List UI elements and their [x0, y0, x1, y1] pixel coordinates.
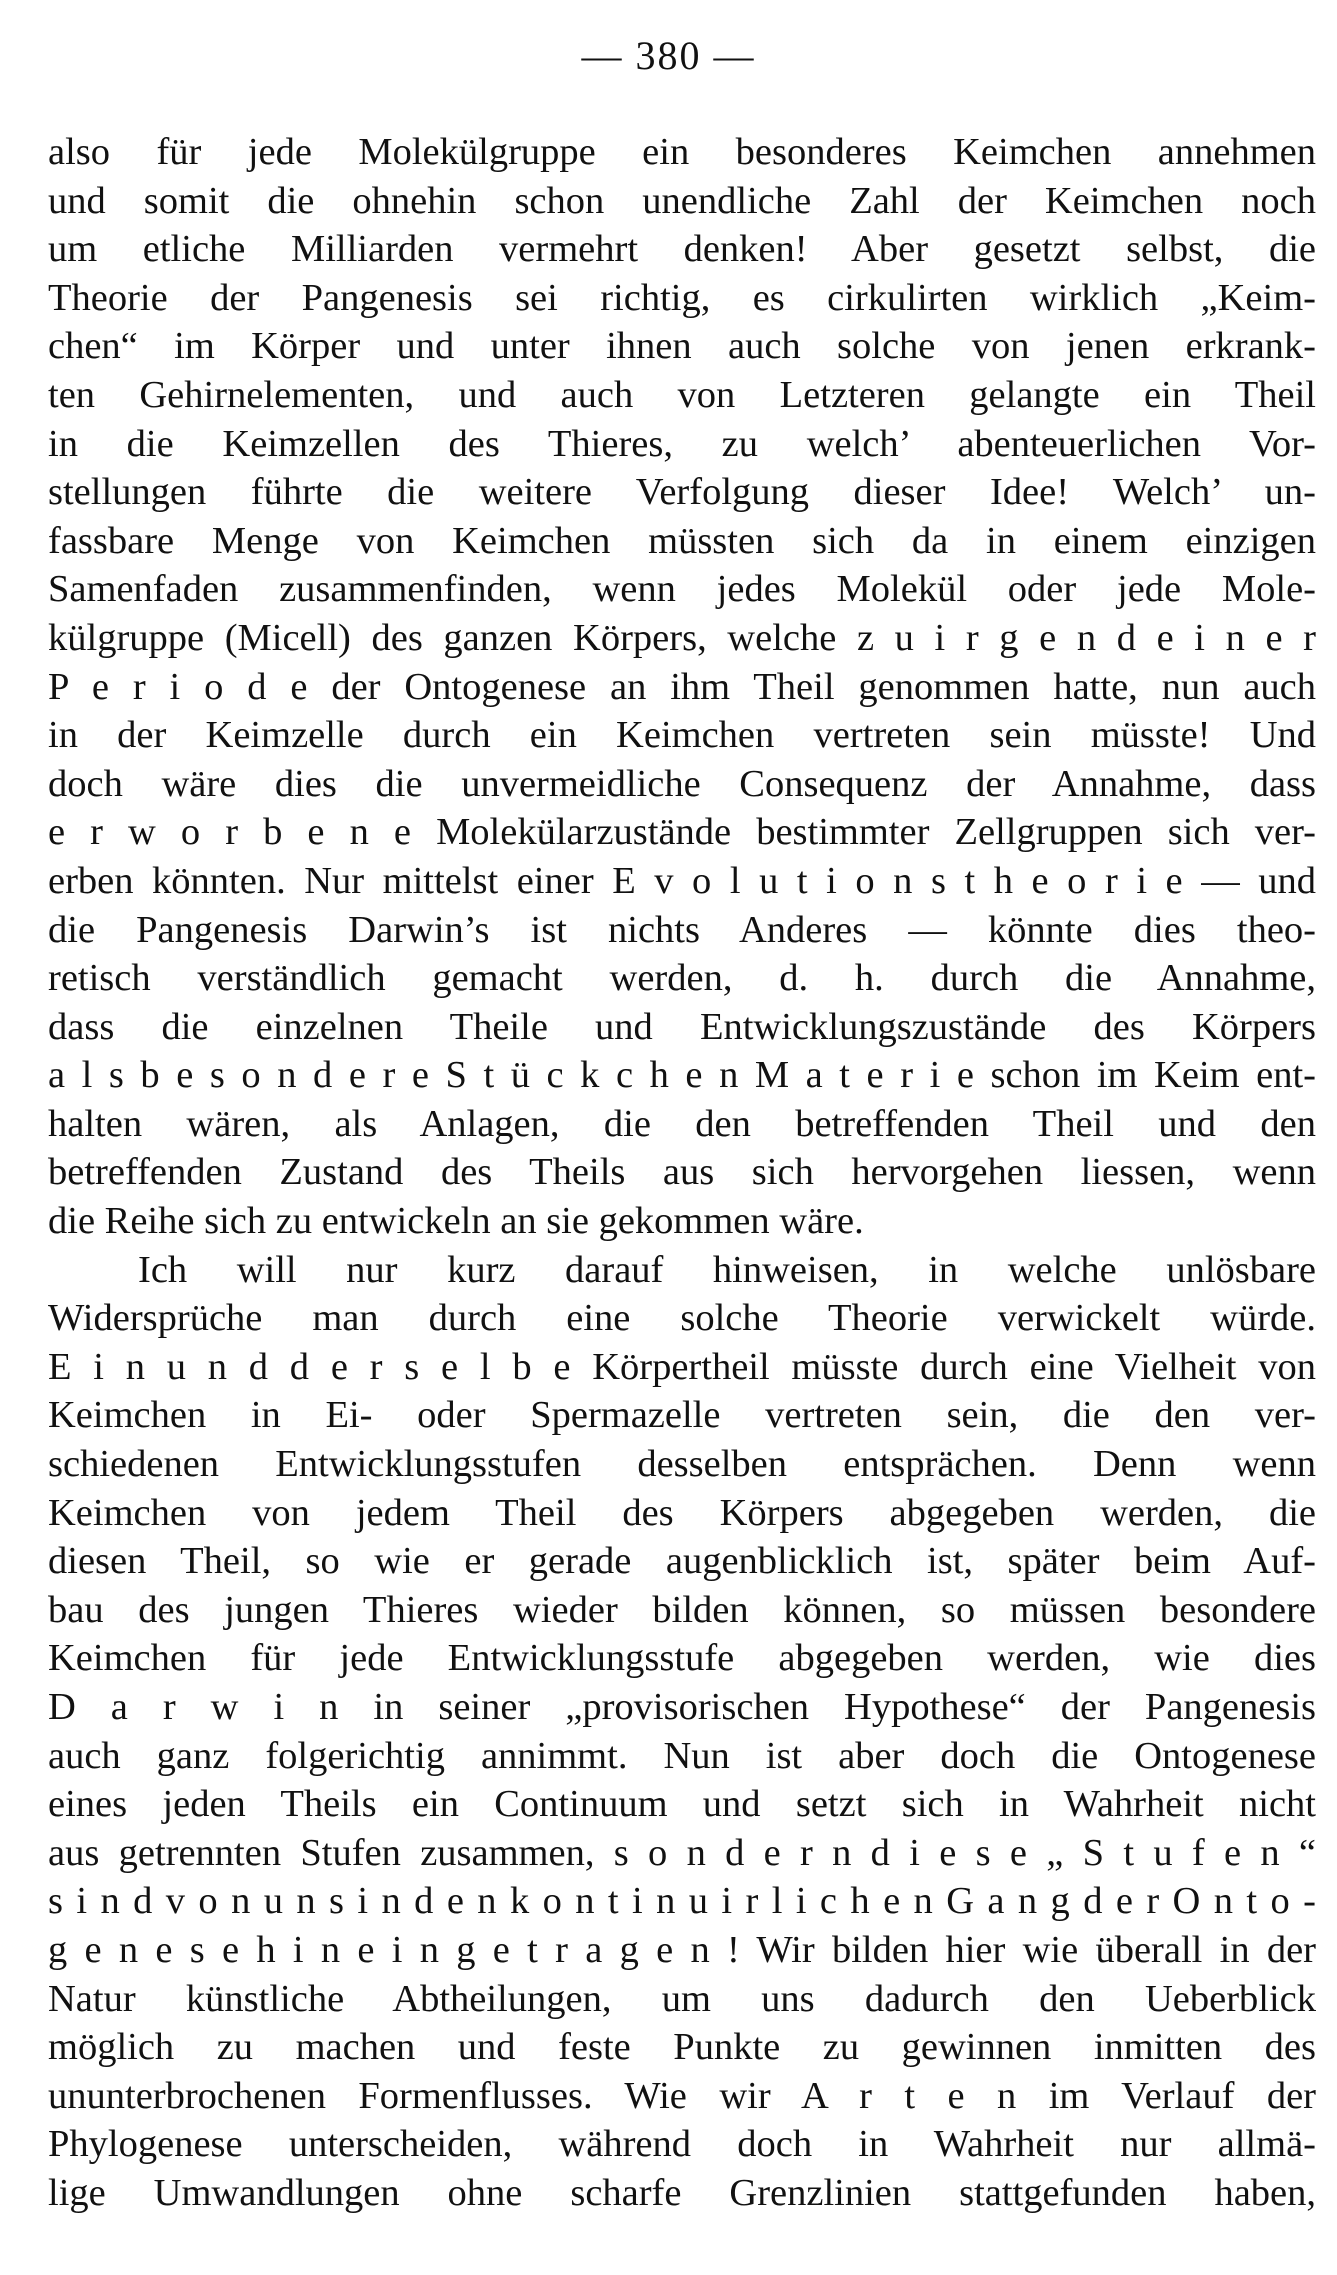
text-line: betreffenden Zustand des Theils aus sich hervorgehen liessen, wenn: [48, 1151, 1316, 1194]
text-line: Keimchen von jedem Theil des Körpers abgegeben werden, die: [48, 1491, 1316, 1534]
text-line: also für jede Molekülgruppe ein besonderes Keimchen annehmen: [48, 131, 1316, 173]
text-line: chen“ im Körper und unter ihnen auch solche von jenen erkrank-: [48, 325, 1316, 368]
text-line: e r w o r b e n e Molekülarzustände bestimmter Zellgruppen sich ver-: [48, 811, 1316, 854]
text-line: halten wären, als Anlagen, die den betreffenden Theil und den: [48, 1102, 1316, 1145]
text-line: schiedenen Entwicklungsstufen desselben entsprächen. Denn wenn: [48, 1443, 1316, 1486]
text-line: stellungen führte die weitere Verfolgung dieser Idee! Welch’ un-: [48, 471, 1316, 514]
text-line: dass die einzelnen Theile und Entwicklungszustände des Körpers: [48, 1005, 1316, 1048]
text-line: Samenfaden zusammenfinden, wenn jedes Molekül oder jede Mole-: [48, 568, 1316, 611]
text-line: E i n u n d d e r s e l b e Körpertheil müsste durch eine Vielheit von: [48, 1345, 1316, 1388]
text-line: und somit die ohnehin schon unendliche Zahl der Keimchen noch: [48, 179, 1316, 222]
page-number: — 380 —: [581, 33, 756, 78]
text-line: ten Gehirnelementen, und auch von Letzteren gelangte ein Theil: [48, 373, 1316, 416]
text-line: lige Umwandlungen ohne scharfe Grenzlinien stattgefunden haben,: [48, 2171, 1316, 2214]
text-line: Phylogenese unterscheiden, während doch in Wahrheit nur allmä-: [48, 2123, 1316, 2166]
text-line: D a r w i n in seiner „provisorischen Hypothese“ der Pangenesis: [48, 1686, 1316, 1728]
body-text: [48, 128, 1316, 2218]
text-line: eines jeden Theils ein Continuum und setzt sich in Wahrheit nicht: [48, 1783, 1316, 1826]
text-line: in der Keimzelle durch ein Keimchen vertreten sein müsste! Und: [48, 714, 1316, 757]
text-line: Theorie der Pangenesis sei richtig, es cirkulirten wirklich „Keim-: [48, 276, 1316, 319]
text-line: Natur künstliche Abtheilungen, um uns dadurch den Ueberblick: [48, 1977, 1316, 2020]
text-line: bau des jungen Thieres wieder bilden können, so müssen besondere: [48, 1588, 1316, 1631]
text-line: s i n d v o n u n s i n d e n k o n t i n u i r l i c h e n G a n g d e r O n t o -: [48, 1880, 1316, 1923]
text-line: um etliche Milliarden vermehrt denken! Aber gesetzt selbst, die: [48, 228, 1316, 271]
text-line: erben könnten. Nur mittelst einer E v o l u t i o n s t h e o r i e — und: [48, 859, 1316, 902]
text-line: möglich zu machen und feste Punkte zu gewinnen inmitten des: [48, 2026, 1316, 2069]
text-line: Keimchen für jede Entwicklungsstufe abgegeben werden, wie dies: [48, 1637, 1316, 1680]
text-line: retisch verständlich gemacht werden, d. h. durch die Annahme,: [48, 957, 1316, 1000]
text-line: doch wäre dies die unvermeidliche Consequenz der Annahme, dass: [48, 762, 1316, 805]
text-line: g e n e s e h i n e i n g e t r a g e n ! Wir bilden hier wie überall in der: [48, 1928, 1316, 1971]
text-line: in die Keimzellen des Thieres, zu welch’ abenteuerlichen Vor-: [48, 422, 1316, 465]
paragraph-start-line: Ich will nur kurz darauf hinweisen, in welche unlösbare: [138, 1248, 1316, 1291]
text-line: Keimchen in Ei- oder Spermazelle vertreten sein, die den ver-: [48, 1394, 1316, 1437]
text-line: ununterbrochenen Formenflusses. Wie wir A r t e n im Verlauf der: [48, 2074, 1316, 2117]
text-line: diesen Theil, so wie er gerade augenblicklich ist, später beim Auf-: [48, 1540, 1316, 1583]
text-line: die Pangenesis Darwin’s ist nichts Anderes — könnte dies theo-: [48, 908, 1316, 951]
text-line: a l s b e s o n d e r e S t ü c k c h e n M a t e r i e schon im Keim ent-: [48, 1054, 1316, 1097]
text-line: aus getrennten Stufen zusammen, s o n d e r n d i e s e „ S t u f e n “: [48, 1831, 1316, 1874]
paragraph-end-line: die Reihe sich zu entwickeln an sie gekommen wäre.: [48, 1200, 864, 1243]
text-line: P e r i o d e der Ontogenese an ihm Theil genommen hatte, nun auch: [48, 665, 1316, 708]
text-line: külgruppe (Micell) des ganzen Körpers, welche z u i r g e n d e i n e r: [48, 616, 1316, 659]
text-line: Widersprüche man durch eine solche Theorie verwickelt würde.: [48, 1297, 1316, 1340]
text-line: fassbare Menge von Keimchen müssten sich da in einem einzigen: [48, 519, 1316, 562]
text-line: auch ganz folgerichtig annimmt. Nun ist aber doch die Ontogenese: [48, 1734, 1316, 1777]
